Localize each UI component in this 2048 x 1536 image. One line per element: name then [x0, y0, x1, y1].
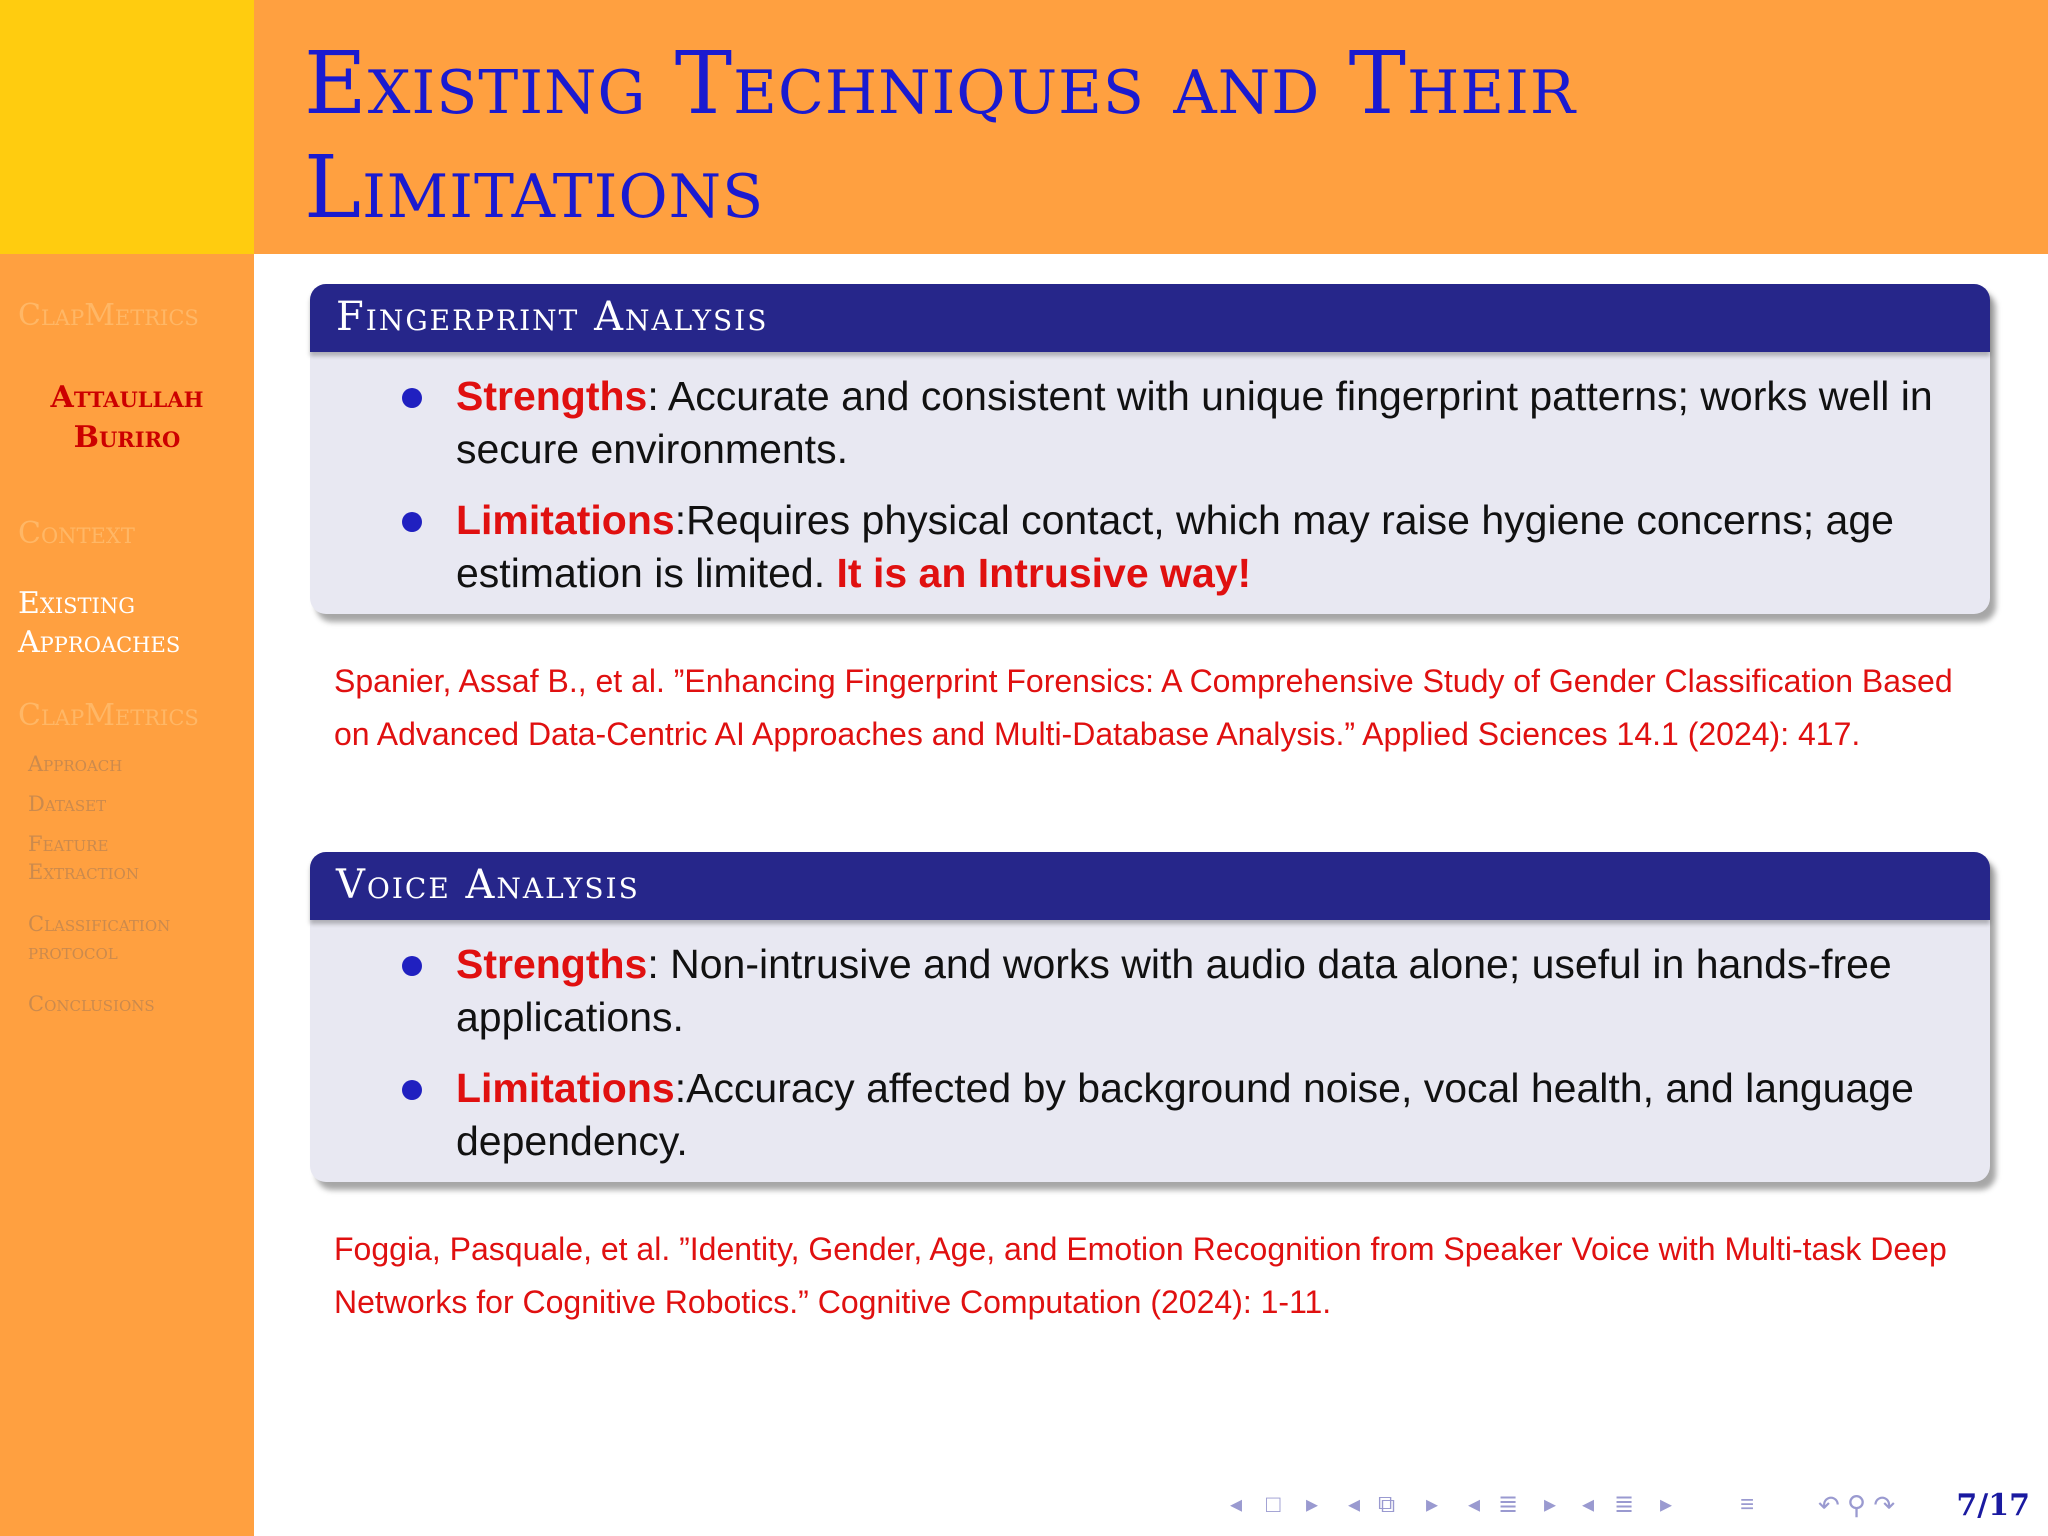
nav-next-subsection-icon[interactable]: ▸ — [1426, 1491, 1439, 1518]
sidebar-subsection-label-line2: Extraction — [28, 860, 139, 884]
sidebar-subsection-dataset[interactable]: Dataset — [28, 792, 107, 816]
slide-header — [254, 0, 2048, 254]
block-body — [310, 352, 1990, 614]
author-line1: Attaullah — [50, 380, 204, 415]
limitations-text: :Requires physical contact, which may raise hygiene concerns; age estimation is limited. — [456, 497, 1894, 596]
block-body — [310, 920, 1990, 1182]
nav-section-icon[interactable]: ≣ — [1498, 1491, 1519, 1518]
bullet-icon — [402, 956, 422, 976]
nav-frame-icon[interactable]: □ — [1266, 1491, 1281, 1518]
sidebar-subsection-label-line1: Feature — [28, 832, 109, 856]
limitations-label: Limitations — [456, 497, 675, 543]
voice-reference: Foggia, Pasquale, et al. ”Identity, Gender, Age, and Emotion Recognition from Speaker Voice with Multi-task Deep Networks for Cognitive Robotics.” Cognitive Computation (2024): 1-11. — [334, 1231, 1947, 1320]
sidebar-subsection-feature-extraction[interactable] — [28, 830, 258, 886]
nav-back-icon[interactable]: ↶ — [1818, 1490, 1840, 1520]
sidebar-subsection-label-line2: protocol — [28, 940, 118, 964]
sidebar — [0, 254, 254, 1536]
nav-toc-icon[interactable]: ≡ — [1740, 1491, 1755, 1518]
limitations-bullet — [456, 494, 1950, 600]
sidebar-subsection-classification-protocol[interactable] — [28, 910, 258, 966]
sidebar-section-existing-approaches[interactable] — [18, 584, 248, 662]
strengths-text: : Accurate and consistent with unique fingerprint patterns; works well in secure environments. — [456, 373, 1933, 472]
bullet-icon — [402, 512, 422, 532]
nav-doc-icon[interactable]: ≣ — [1614, 1491, 1635, 1518]
fingerprint-analysis-block — [310, 284, 1990, 614]
sidebar-section-label-line2: Approaches — [18, 625, 181, 660]
sidebar-subsection-approach[interactable]: Approach — [28, 752, 123, 776]
block-title: Fingerprint Analysis — [336, 294, 769, 340]
block-header — [310, 852, 1990, 920]
sidebar-subsection-conclusions[interactable]: Conclusions — [28, 992, 155, 1016]
sidebar-subsection-label-line1: Classification — [28, 912, 171, 936]
limitations-label: Limitations — [456, 1065, 675, 1111]
nav-prev-subsection-icon[interactable]: ◂ — [1348, 1491, 1361, 1518]
nav-prev-section-icon[interactable]: ◂ — [1468, 1491, 1481, 1518]
author-line2: Buriro — [73, 420, 181, 455]
logo-area — [0, 0, 254, 254]
block-header — [310, 284, 1990, 352]
bullet-icon — [402, 1080, 422, 1100]
strengths-bullet — [456, 370, 1950, 476]
limitations-text: :Accuracy affected by background noise, vocal health, and language dependency. — [456, 1065, 1914, 1164]
voice-analysis-block — [310, 852, 1990, 1182]
strengths-label: Strengths — [456, 941, 648, 987]
strengths-text: : Non-intrusive and works with audio data alone; useful in hands-free applications. — [456, 941, 1892, 1040]
slide-title-line2: Limitations — [304, 138, 765, 238]
nav-forward-icon[interactable]: ↷ — [1873, 1490, 1896, 1520]
nav-prev-slide-icon[interactable]: ◂ — [1230, 1491, 1243, 1518]
beamer-navigation — [1230, 1488, 1790, 1522]
sidebar-section-clapmetrics[interactable]: ClapMetrics — [18, 698, 199, 733]
nav-prev-doc-icon[interactable]: ◂ — [1582, 1491, 1595, 1518]
slide-title — [304, 32, 2004, 240]
nav-history — [1818, 1488, 1895, 1522]
sidebar-author — [0, 378, 254, 458]
sidebar-section-context[interactable]: Context — [18, 516, 135, 551]
slide-title-line1: Existing Techniques and Their — [304, 34, 1577, 134]
nav-next-slide-icon[interactable]: ▸ — [1306, 1491, 1319, 1518]
limitations-emphasis: It is an Intrusive way! — [836, 550, 1252, 596]
nav-next-section-icon[interactable]: ▸ — [1544, 1491, 1557, 1518]
block-title: Voice Analysis — [336, 862, 640, 908]
nav-subsection-icon[interactable]: ⧉ — [1378, 1491, 1396, 1518]
sidebar-section-label-line1: Existing — [18, 586, 135, 621]
limitations-bullet — [456, 1062, 1950, 1168]
bullet-icon — [402, 388, 422, 408]
page-number: 7/17 — [1956, 1488, 2030, 1523]
strengths-bullet — [456, 938, 1950, 1044]
fingerprint-reference: Spanier, Assaf B., et al. ”Enhancing Fingerprint Forensics: A Comprehensive Study of Gender Classification Based on Advanced Data-Centric AI Approaches and Multi-Database Analysis.” Applied Sciences 14.1 (2024): 417. — [334, 663, 1953, 752]
strengths-label: Strengths — [456, 373, 648, 419]
nav-next-doc-icon[interactable]: ▸ — [1660, 1491, 1673, 1518]
sidebar-project-title[interactable]: ClapMetrics — [18, 298, 199, 333]
nav-search-icon[interactable]: ⚲ — [1847, 1490, 1867, 1520]
